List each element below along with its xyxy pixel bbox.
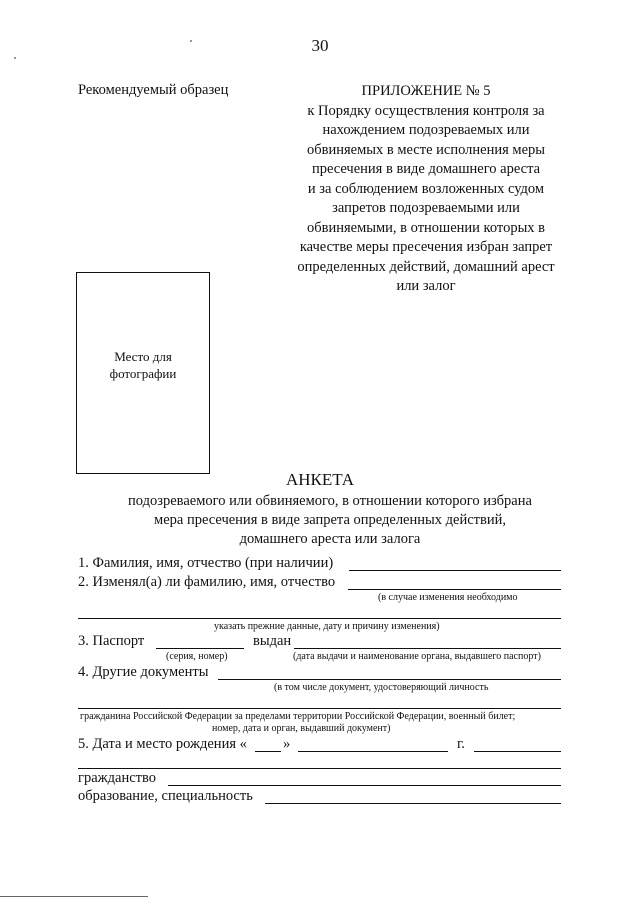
appendix-line: нахождением подозреваемых или [322, 122, 530, 138]
appendix-block [292, 82, 560, 297]
full-name-input-line[interactable] [349, 570, 561, 571]
field-full-name-label: 1. Фамилия, имя, отчество (при наличии) [78, 555, 334, 571]
form-subtitle [110, 492, 550, 549]
appendix-line: обвиняемыми, в отношении которых в [306, 219, 546, 236]
appendix-line: запретов подозреваемыми или [332, 200, 520, 216]
photo-label-line: Место для [114, 349, 172, 364]
appendix-line: или залог [396, 278, 456, 294]
passport-series-hint: (серия, номер) [166, 651, 228, 662]
citizenship-label: гражданство [78, 770, 156, 786]
appendix-line: обвиняемых в месте исполнения меры [306, 141, 546, 158]
birth-place-input-line[interactable] [474, 751, 561, 752]
citizenship-input-line[interactable] [168, 785, 561, 786]
appendix-line: и за соблюдением возложенных судом [307, 180, 545, 197]
field-birth-label: 5. Дата и место рождения « [78, 736, 247, 752]
appendix-line: определенных действий, домашний арест [297, 258, 555, 275]
passport-issued-hint: (дата выдачи и наименование органа, выдавшего паспорт) [293, 651, 541, 662]
photo-placeholder-label [76, 348, 210, 382]
birth-place-input-line-2[interactable] [78, 768, 561, 769]
other-documents-hint-3: номер, дата и орган, выдавший документ) [212, 723, 391, 734]
birth-year-suffix: г. [457, 736, 465, 752]
other-documents-input-line-2[interactable] [78, 708, 561, 709]
scan-speck [14, 57, 16, 59]
page-number: 30 [311, 36, 329, 55]
birth-month-input-line[interactable] [298, 751, 448, 752]
name-change-hint-2: указать прежние данные, дату и причину изменения) [214, 621, 440, 632]
recommended-sample-label: Рекомендуемый образец [78, 82, 229, 98]
field-other-documents-label: 4. Другие документы [78, 664, 209, 680]
other-documents-hint: (в том числе документ, удостоверяющий личность [274, 682, 489, 693]
education-input-line[interactable] [265, 803, 561, 804]
photo-label-line: фотографии [109, 366, 177, 381]
appendix-line: пресечения в виде домашнего ареста [311, 161, 541, 177]
name-change-hint: (в случае изменения необходимо [378, 592, 518, 603]
name-change-input-line[interactable] [348, 589, 561, 590]
other-documents-hint-2: гражданина Российской Федерации за пределами территории Российской Федерации, военный билет; [80, 711, 516, 722]
other-documents-input-line[interactable] [218, 679, 561, 680]
scan-speck [190, 40, 192, 42]
appendix-line: к Порядку осуществления контроля за [307, 102, 545, 119]
birth-quote-close: » [283, 736, 291, 752]
name-change-input-line-2[interactable] [78, 618, 561, 619]
subtitle-line: мера пресечения в виде запрета определенных действий, [154, 512, 506, 528]
passport-issued-label: выдан [253, 633, 292, 649]
subtitle-line: домашнего ареста или залога [239, 531, 421, 547]
passport-issued-input-line[interactable] [294, 648, 561, 649]
subtitle-line: подозреваемого или обвиняемого, в отношении которого избрана [128, 493, 532, 509]
appendix-line: качестве меры пресечения избран запрет [299, 239, 553, 255]
field-passport-label: 3. Паспорт [78, 633, 145, 649]
passport-series-input-line[interactable] [156, 648, 244, 649]
field-name-change-label: 2. Изменял(а) ли фамилию, имя, отчество [78, 574, 336, 590]
appendix-title: ПРИЛОЖЕНИЕ № 5 [361, 83, 491, 99]
birth-day-input-line[interactable] [255, 751, 281, 752]
form-title: АНКЕТА [285, 470, 355, 489]
education-label: образование, специальность [78, 788, 253, 804]
bottom-edge-mark [0, 896, 148, 897]
